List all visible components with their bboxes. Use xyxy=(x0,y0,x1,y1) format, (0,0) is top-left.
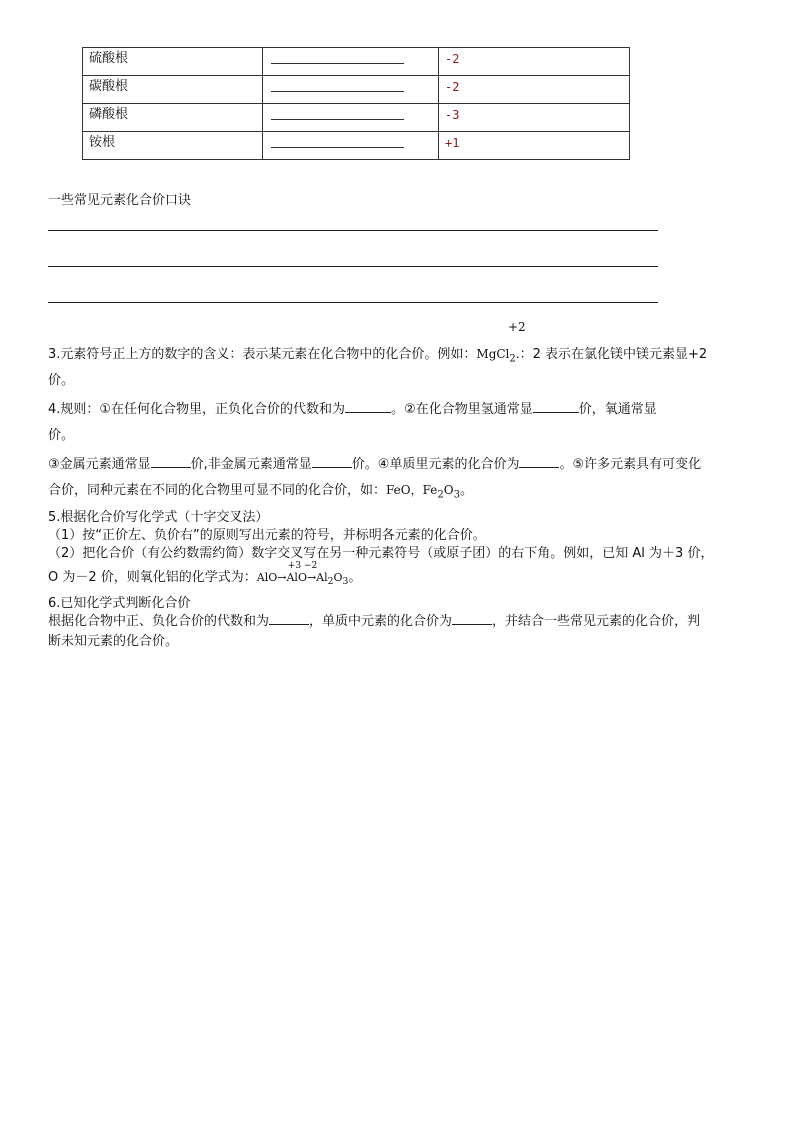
valence-value: +1 xyxy=(439,132,630,160)
section6-line2: 断未知元素的化合价。 xyxy=(48,634,179,649)
fill-in-blank[interactable] xyxy=(452,611,492,625)
mnemonic-answer-line[interactable] xyxy=(48,302,658,303)
section5-title: 5.根据化合价写化学式（十字交叉法） xyxy=(48,510,269,525)
table-row xyxy=(83,104,630,132)
superscript-valence: +2 xyxy=(508,320,526,334)
fill-in-blank[interactable] xyxy=(271,63,404,64)
table-row xyxy=(83,132,630,160)
fill-in-blank[interactable] xyxy=(271,91,404,92)
formula-blank-cell[interactable] xyxy=(263,76,439,104)
valence-value: -3 xyxy=(439,104,630,132)
fill-in-blank[interactable] xyxy=(312,454,352,468)
fill-in-blank[interactable] xyxy=(345,399,391,413)
formula-blank-cell[interactable] xyxy=(263,132,439,160)
fill-in-blank[interactable] xyxy=(269,611,309,625)
formula-blank-cell[interactable] xyxy=(263,104,439,132)
example-formulas: FeO，$Fe_2O_3$ xyxy=(386,483,460,501)
section5-item2-line2: O 为－2 价，则氧化铝的化学式为： +3 −2 $AlO\to AlO\to Al_2O_3$。 xyxy=(48,561,362,588)
valence-value: -2 xyxy=(439,48,630,76)
valence-value: -2 xyxy=(439,76,630,104)
table-row xyxy=(83,48,630,76)
radical-name: 硫酸根 xyxy=(83,48,263,76)
radical-name: 铵根 xyxy=(83,132,263,160)
radical-valence-table xyxy=(82,47,630,160)
fill-in-blank[interactable] xyxy=(519,454,559,468)
section4-line4: 合价，同种元素在不同的化合物里可显不同的化合价，如：FeO，$Fe_2O_3$。 xyxy=(48,483,474,501)
radical-name: 磷酸根 xyxy=(83,104,263,132)
section4-line2: 价。 xyxy=(48,428,75,443)
section5-item2-line1: （2）把化合价（有公约数需约简）数字交叉写在另一种元素符号（或原子团）的右下角。例如，已知 Al 为＋3 价， xyxy=(48,546,714,561)
fill-in-blank[interactable] xyxy=(271,147,404,148)
section5-item1: （1）按“正价左、负价右”的原则写出元素的符号，并标明各元素的化合价。 xyxy=(48,528,486,543)
mnemonic-answer-line[interactable] xyxy=(48,266,658,267)
fill-in-blank[interactable] xyxy=(271,119,404,120)
section3-line2: 价。 xyxy=(48,373,75,388)
formula-blank-cell[interactable] xyxy=(263,48,439,76)
radical-name: 碳酸根 xyxy=(83,76,263,104)
section3-line1: 3.元素符号正上方的数字的含义：表示某元素在化合物中的化合价。例如：MgCl$_2$.：2 表示在氯化镁中镁元素显+2 xyxy=(48,347,708,365)
section4-line1: 4.规则：①在任何化合物里，正负化合价的代数和为 。②在化合物里氢通常显 价，氧通常显 xyxy=(48,398,657,417)
section4-line3: ③金属元素通常显 价,非金属元素通常显 价。④单质里元素的化合价为 。⑤许多元素具有可变化 xyxy=(48,453,701,472)
cross-method-formula: +3 −2 $AlO\to AlO\to Al_2O_3$ xyxy=(256,561,349,588)
fill-in-blank[interactable] xyxy=(151,454,191,468)
table-row xyxy=(83,76,630,104)
mnemonic-heading: 一些常见元素化合价口诀 xyxy=(48,193,192,208)
section6-title: 6.已知化学式判断化合价 xyxy=(48,596,191,611)
mnemonic-answer-line[interactable] xyxy=(48,230,658,231)
fill-in-blank[interactable] xyxy=(533,399,579,413)
section6-line1: 根据化合物中正、负化合价的代数和为 ，单质中元素的化合价为 ，并结合一些常见元素的化合价，判 xyxy=(48,610,700,629)
example-formula: MgCl$_2$. xyxy=(476,347,520,365)
